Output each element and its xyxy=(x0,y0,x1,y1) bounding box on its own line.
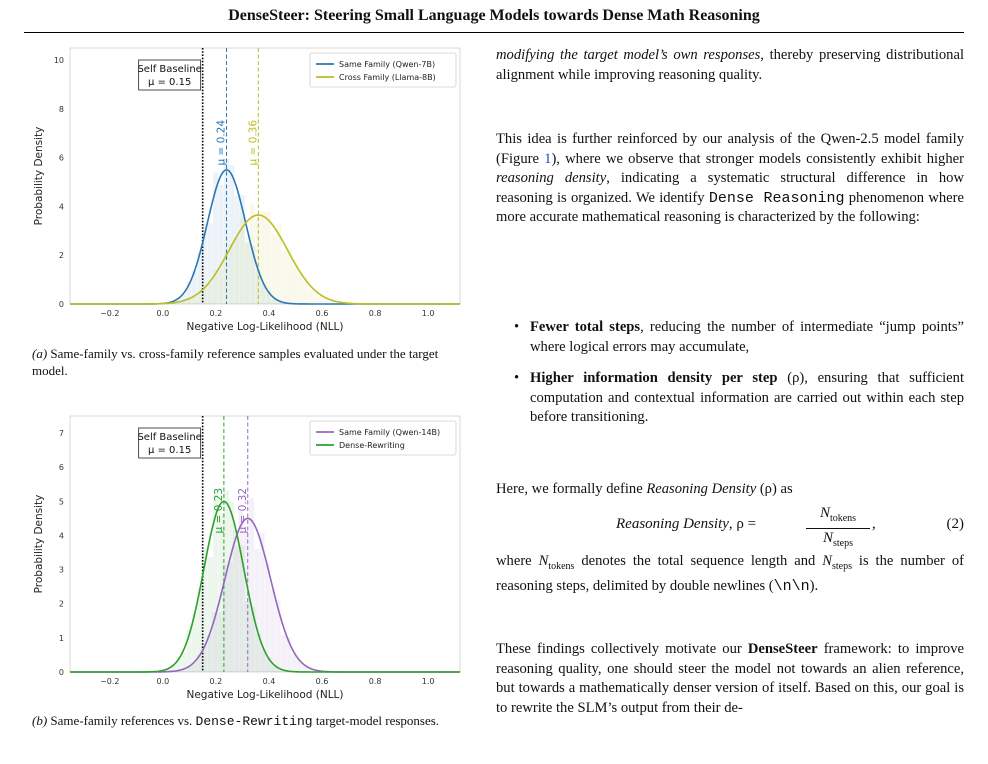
densesteer-bold: DenseSteer xyxy=(747,641,818,657)
y-tick-label: 2 xyxy=(58,251,64,261)
bullet-1-text: , reducing the number of intermediate “jump points” where logical errors may accumulate, xyxy=(530,319,964,355)
p4-n2: N xyxy=(822,553,832,569)
legend-label: Cross Family (Llama-8B) xyxy=(339,73,436,82)
p2-a: This idea is further reinforced by our analysis of the Qwen-2.5 model family (Figure xyxy=(496,131,964,167)
y-tick-label: 4 xyxy=(58,202,64,212)
figure-a-caption xyxy=(32,345,472,379)
histogram-bar xyxy=(234,238,239,304)
x-tick-label: 0.2 xyxy=(209,309,223,318)
x-tick-label: 0.8 xyxy=(368,677,382,686)
p4-c: is the number of reasoning steps, delimited by double newlines ( xyxy=(496,553,964,594)
histogram-bar xyxy=(308,290,313,304)
x-tick-label: 1.0 xyxy=(421,677,435,686)
histogram-bar xyxy=(245,237,250,304)
p4-n1: N xyxy=(538,553,549,569)
histogram-bar xyxy=(260,211,265,304)
equation-number: (2) xyxy=(946,516,964,532)
y-tick-label: 0 xyxy=(58,300,64,309)
bullet-dot: • xyxy=(514,319,520,335)
legend-label: Same Family (Qwen-7B) xyxy=(339,60,436,69)
list-item xyxy=(496,318,964,357)
paragraph-qwen-analysis xyxy=(496,130,964,228)
baseline-mu: μ = 0.15 xyxy=(147,77,192,88)
eq-den-sym: N xyxy=(822,530,833,546)
y-tick-label: 10 xyxy=(53,56,64,66)
y-tick-label: 7 xyxy=(58,429,64,439)
mean-label-1: μ = 0.24 xyxy=(215,119,228,166)
y-tick-label: 4 xyxy=(58,531,64,541)
p2-c: , indicating a systematic structural difference in how reasoning is organized. We identify xyxy=(496,170,964,206)
x-tick-label: 0.2 xyxy=(209,677,223,686)
x-tick-label: −0.2 xyxy=(100,309,120,318)
y-tick-label: 1 xyxy=(58,633,64,643)
figure-b-caption-mono: Dense-Rewriting xyxy=(195,714,313,729)
x-tick-label: 0.4 xyxy=(262,677,276,686)
histogram-bar xyxy=(281,635,286,672)
x-tick-label: 0.6 xyxy=(315,677,329,686)
paragraph-definition xyxy=(496,480,964,500)
figure-a-caption-text: Same-family vs. cross-family reference samples evaluated under the target model. xyxy=(32,346,439,378)
figure-b-caption-label: (b) xyxy=(32,713,48,728)
bullet-dot: • xyxy=(514,370,520,387)
eq-lhs: Reasoning Density xyxy=(616,516,729,532)
list-item xyxy=(496,369,964,428)
x-axis-label: Negative Log-Likelihood (NLL) xyxy=(186,321,344,333)
eq-fraction xyxy=(806,504,870,553)
histogram-bar xyxy=(234,545,239,672)
figure-b-caption-text-2: target-model responses. xyxy=(312,713,440,728)
figure-ref-link[interactable]: 1 xyxy=(544,150,552,167)
figure-b-chart xyxy=(30,408,470,704)
p4-d: ). xyxy=(809,577,819,594)
p3-b: (ρ) as xyxy=(756,481,793,497)
histogram-bar xyxy=(292,262,297,304)
y-axis-label: Probability Density xyxy=(33,126,45,226)
x-tick-label: 1.0 xyxy=(421,309,435,318)
paragraph-motivation xyxy=(496,640,964,718)
p2-b: ), where we observe that stronger models consistently exhibit higher xyxy=(551,150,964,167)
eq-den-sub: steps xyxy=(833,538,853,549)
histogram-bar xyxy=(208,557,213,672)
legend-label: Dense-Rewriting xyxy=(339,441,405,450)
y-tick-label: 5 xyxy=(58,497,64,507)
figure-a-caption-label: (a) xyxy=(32,346,48,361)
bullet-1-bold: Fewer total steps xyxy=(530,319,641,335)
histogram-bar xyxy=(229,244,234,304)
equation-reasoning-density xyxy=(496,504,964,549)
y-tick-label: 3 xyxy=(58,565,64,575)
eq-num-sym: N xyxy=(819,505,830,521)
histogram-bar xyxy=(218,270,223,304)
p5-a: These findings collectively motivate our xyxy=(496,641,748,657)
p1-rest: , thereby preserving distributional alignment while improving reasoning quality. xyxy=(496,47,964,83)
p3-a: Here, we formally define xyxy=(496,481,647,497)
bullet-2-text: (ρ), ensuring that sufficient computation and contextual information are carried out within each step before transitioning. xyxy=(530,370,964,426)
bullet-2-bold: Higher information density per step xyxy=(530,370,778,387)
mean-label-2: μ = 0.36 xyxy=(247,119,260,166)
y-tick-label: 6 xyxy=(58,463,64,473)
dense-reasoning-mono: Dense Reasoning xyxy=(708,189,845,207)
p4-n2-sub: steps xyxy=(831,560,852,572)
eq-num-sub: tokens xyxy=(829,513,857,524)
p4-b: denotes the total sequence length and xyxy=(574,553,823,569)
paragraph-where xyxy=(496,552,964,596)
newline-mono: \n\n xyxy=(773,577,810,595)
baseline-mu: μ = 0.15 xyxy=(147,445,192,456)
figure-a-chart xyxy=(30,40,470,336)
x-tick-label: 0.4 xyxy=(262,309,276,318)
p4-a: where xyxy=(496,553,539,569)
p2-italic: reasoning density xyxy=(496,170,607,187)
paragraph-intro-continued xyxy=(496,46,964,85)
running-header: DenseSteer: Steering Small Language Models towards Dense Math Reasoning xyxy=(228,7,760,24)
baseline-label: Self Baseline xyxy=(137,64,202,75)
x-tick-label: 0.6 xyxy=(315,309,329,318)
x-tick-label: −0.2 xyxy=(100,677,120,686)
figure-b-caption xyxy=(32,712,472,730)
mean-label-1: μ = 0.23 xyxy=(212,487,225,534)
histogram-bar xyxy=(298,273,303,304)
y-tick-label: 2 xyxy=(58,599,64,609)
header-rule xyxy=(24,32,964,33)
histogram-bar xyxy=(282,251,287,304)
histogram-bar xyxy=(271,234,276,304)
x-tick-label: 0.8 xyxy=(368,309,382,318)
x-tick-label: 0.0 xyxy=(156,309,170,318)
p4-n1-sub: tokens xyxy=(548,560,575,572)
x-axis-label: Negative Log-Likelihood (NLL) xyxy=(186,689,344,701)
figure-b-caption-text-1: Same-family references vs. xyxy=(47,713,196,728)
bullet-list xyxy=(496,318,964,428)
baseline-label: Self Baseline xyxy=(137,432,202,443)
y-tick-label: 8 xyxy=(58,104,64,114)
histogram-bar xyxy=(207,284,212,304)
y-tick-label: 0 xyxy=(58,668,64,677)
eq-rho: , ρ = xyxy=(728,516,757,532)
y-axis-label: Probability Density xyxy=(33,494,45,594)
legend-label: Same Family (Qwen-14B) xyxy=(339,428,441,437)
mean-label-2: μ = 0.32 xyxy=(236,487,249,534)
y-tick-label: 6 xyxy=(58,153,64,163)
p5-b: framework: to improve reasoning quality, one should steer the model not towards an alien reference, but towards a mathematically denser version of itself. Based on this, our goal is to rewrite the SLM’s output from their de- xyxy=(496,641,964,716)
p3-italic: Reasoning Density xyxy=(646,481,757,497)
eq-comma: , xyxy=(872,516,876,532)
x-tick-label: 0.0 xyxy=(156,677,170,686)
histogram-bar xyxy=(229,502,234,672)
p2-d: phenomenon where more accurate mathematical reasoning is characterized by the following: xyxy=(496,189,964,226)
p1-italic: modifying the target model’s own responses xyxy=(496,47,761,63)
